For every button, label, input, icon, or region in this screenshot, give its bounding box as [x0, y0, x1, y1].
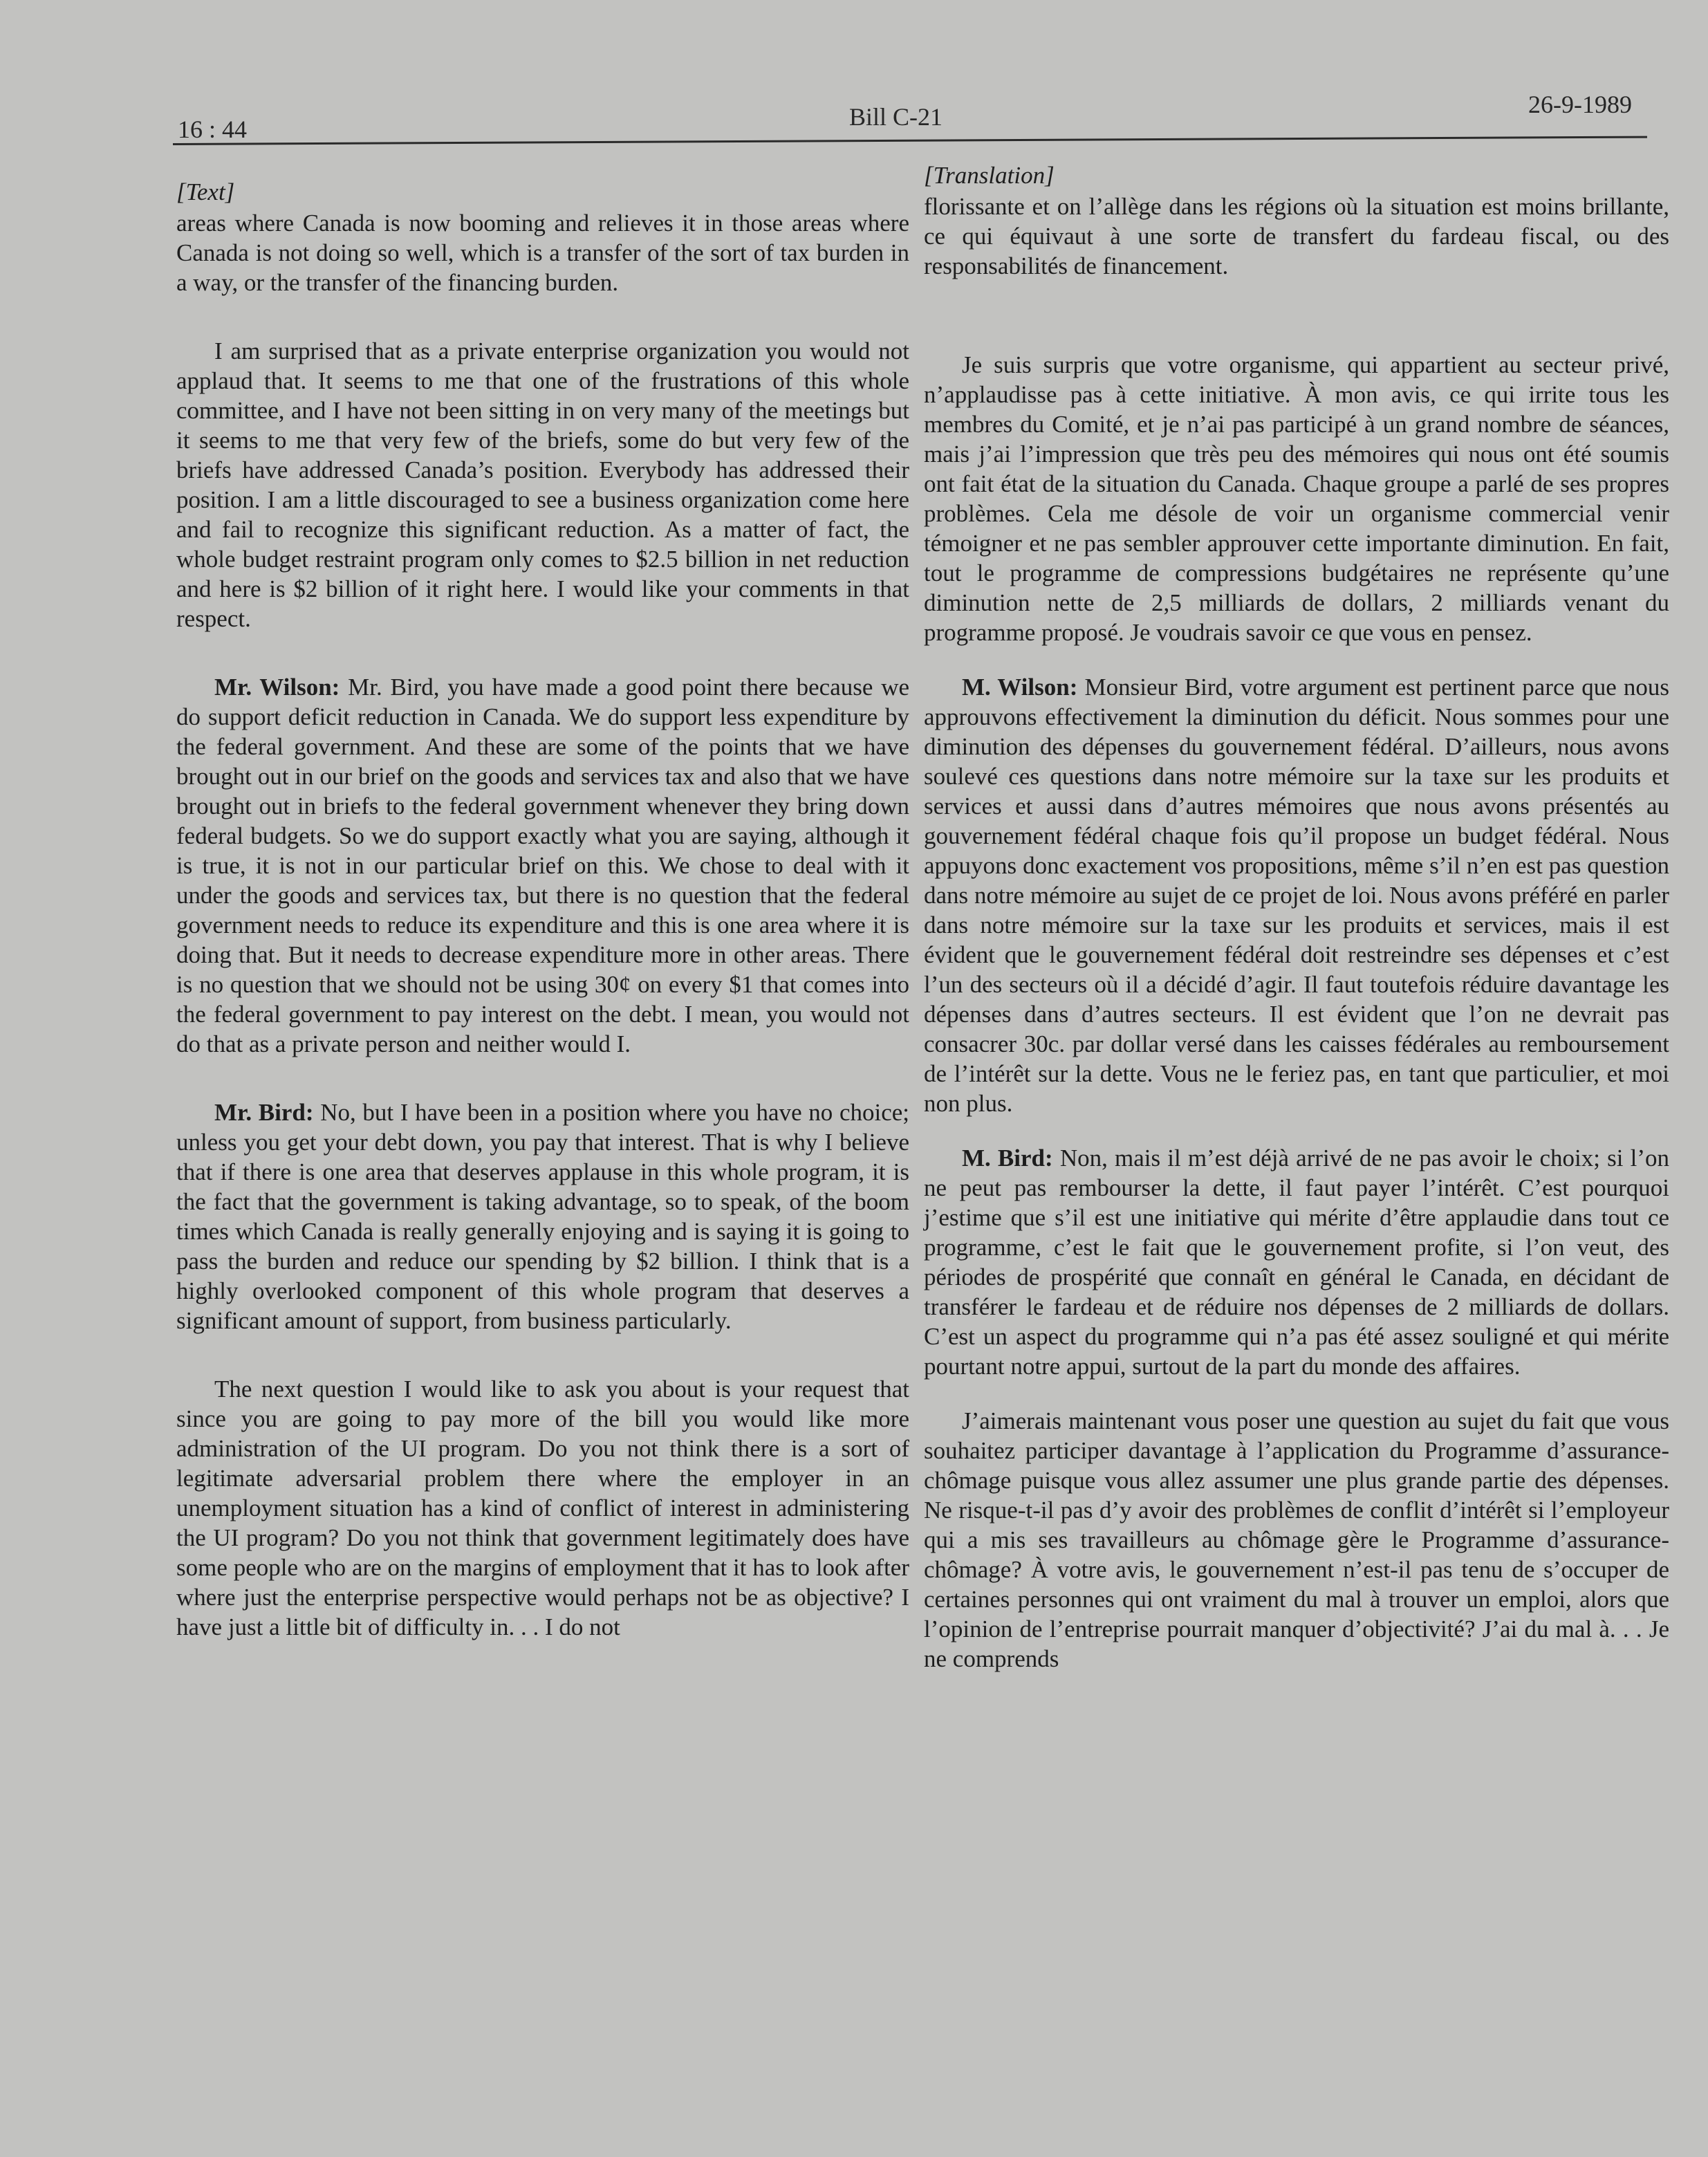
document-title: Bill C-21 — [849, 103, 943, 131]
paragraph-1: florissante et on l’allège dans les régions où la situation est moins brillante, ce qui équivaut à une sorte de transfert du fardeau fiscal, ou des responsabilités de financement. — [924, 193, 1669, 279]
paragraph-4 — [176, 1098, 909, 1335]
french-column — [924, 160, 1669, 1712]
speaker-label: Mr. Wilson: — [214, 674, 340, 701]
paragraph-text: Monsieur Bird, votre argument est pertinent parce que nous approuvons effectivement la diminution du déficit. Nous sommes pour une diminution des dépenses du gouvernement fédéral. D’ailleurs, nous avons soulevé ces questions dans notre mémoire sur la taxe sur les produits et services et aussi dans d’autres mémoires que nous avons présentés au gouvernement fédéral chaque fois qu’il propose un budget fédéral. Nous appuyons donc exactement vos propositions, même s’il n’en est pas question dans notre mémoire au sujet de ce projet de loi. Nous avons préféré en parler dans notre mémoire sur la taxe sur les produits et services, mais il est évident que le gouvernement fédéral doit restreindre ses dépenses et c’est l’un des secteurs où il a décidé d’agir. Il faut toutefois réduire davantage les dépenses dans d’autres secteurs. Il est évident que l’on ne devrait pas consacrer 30c. par dollar versé dans les caisses fédérales au remboursement de l’intérêt sur la dette. Vous ne le feriez pas, en tant que particulier, et moi non plus. — [924, 674, 1670, 1117]
paragraph-text: Non, mais il m’est déjà arrivé de ne pas avoir le choix; si l’on ne peut pas rembourser la dette, il faut payer l’intérêt. C’est pourquoi j’estime que s’il est une initiative qui mérite d’être applaudie dans tout ce programme, c’est le fait que le gouvernement profite, si l’on veut, des périodes de prospérité que connaît en général le Canada, en décidant de transférer le fardeau et de réduire nos dépenses de 2 milliards de dollars. C’est un aspect du programme qui n’a pas été assez souligné et qui mérite pourtant notre appui, surtout de la part du monde des affaires. — [924, 1145, 1670, 1380]
paragraph-2: I am surprised that as a private enterprise organization you would not applaud that. It seems to me that one of the frustrations of this whole committee, and I have not been sitting in on very many of the meetings but it seems to me that very few of the briefs, some do but very few of the briefs have addressed Canada’s position. Everybody has addressed their position. I am a little discouraged to see a business organization come here and fail to recognize this significant reduction. As a matter of fact, the whole budget restraint program only comes to $2.5 billion in net reduction and here is $2 billion of it right here. I would like your comments in that respect. — [176, 337, 909, 632]
document-date: 26-9-1989 — [1528, 91, 1632, 118]
text-label: [Text] — [176, 178, 235, 205]
paragraph-5: The next question I would like to ask you about is your request that since you are going to pay more of the bill you would like more administration of the UI program. Do you not think there is a sort of legitimate adversarial problem there where the employer in an unemployment situation has a kind of conflict of interest in administering the UI program? Do you not think that government legitimately does have some people who are on the margins of employment that it has to look after where just the enterprise perspective would perhaps not be as objective? I have just a little bit of difficulty in. . . I do not — [176, 1376, 909, 1640]
paragraph-2: Je suis surpris que votre organisme, qui appartient au secteur privé, n’applaudisse pas à cette initiative. À mon avis, ce qui irrite tous les membres du Comité, et je n’ai pas participé à un grand nombre de séances, mais j’ai l’impression que très peu des mémoires qui nous ont été soumis ont fait état de la situation du Canada. Chaque groupe a parlé de ses propres problèmes. Cela me désole de voir un organisme commercial venir témoigner et ne pas sembler approuver cette importante diminution. En fait, tout le programme de compressions budgétaires ne représente qu’une diminution nette de 2,5 milliards de dollars, 2 milliards venant du programme proposé. Je voudrais savoir ce que vous en pensez. — [924, 351, 1669, 646]
paragraph-3 — [924, 672, 1669, 1118]
paragraph-5: J’aimerais maintenant vous poser une question au sujet du fait que vous souhaitez participer davantage à l’application du Programme d’assurance-chômage puisque vous allez assumer une plus grande partie des dépenses. Ne risque-t-il pas d’y avoir des problèmes de conflit d’intérêt si l’employeur qui a mis ses travailleurs au chômage gère le Programme d’assurance-chômage? À votre avis, le gouvernement n’est-il pas tenu de s’occuper de certaines personnes qui ont vraiment du mal à trouver un emploi, alors que l’opinion de l’entreprise pourrait manquer d’objectivité? J’ai du mal à. . . Je ne comprends — [924, 1407, 1669, 1672]
header-rule — [173, 136, 1647, 145]
speaker-label: M. Bird: — [962, 1145, 1053, 1172]
paragraph-text: No, but I have been in a position where you have no choice; unless you get your debt down, you pay that interest. That is why I believe that if there is one area that deserves applause in this whole program, it is the fact that the government is taking advantage, so to speak, of the boom times which Canada is really generally enjoying and is saying it is going to pass the burden and reduce our spending by $2 billion. I think that is a highly overlooked component of this whole program that deserves a significant amount of support, from business particularly. — [176, 1099, 910, 1334]
page-number: 16 : 44 — [178, 115, 248, 143]
paragraph-3 — [176, 672, 909, 1059]
translation-label: [Translation] — [924, 162, 1055, 189]
speaker-label: Mr. Bird: — [214, 1099, 314, 1126]
english-column — [176, 177, 909, 1681]
paragraph-text: Mr. Bird, you have made a good point there because we do support deficit reduction in Canada. We do support less expenditure by the federal government. And these are some of the points that we have brought out in our brief on the goods and services tax and also that we have brought out in briefs to the federal government whenever they bring down federal budgets. So we do support exactly what you are saying, although it is true, it is not in our particular brief on this. We chose to deal with it under the goods and services tax, but there is no question that the federal government needs to reduce its expenditure and this is one area where it is doing that. But it needs to decrease expenditure more in other areas. There is no question that we should not be using 30¢ on every $1 that comes into the federal government to pay interest on the debt. I mean, you would not do that as a private person and neither would I. — [176, 674, 910, 1057]
paragraph-1: areas where Canada is now booming and relieves it in those areas where Canada is not doing so well, which is a transfer of the sort of tax burden in a way, or the transfer of the financing burden. — [176, 210, 909, 296]
speaker-label: M. Wilson: — [962, 674, 1078, 701]
paragraph-4 — [924, 1143, 1669, 1381]
